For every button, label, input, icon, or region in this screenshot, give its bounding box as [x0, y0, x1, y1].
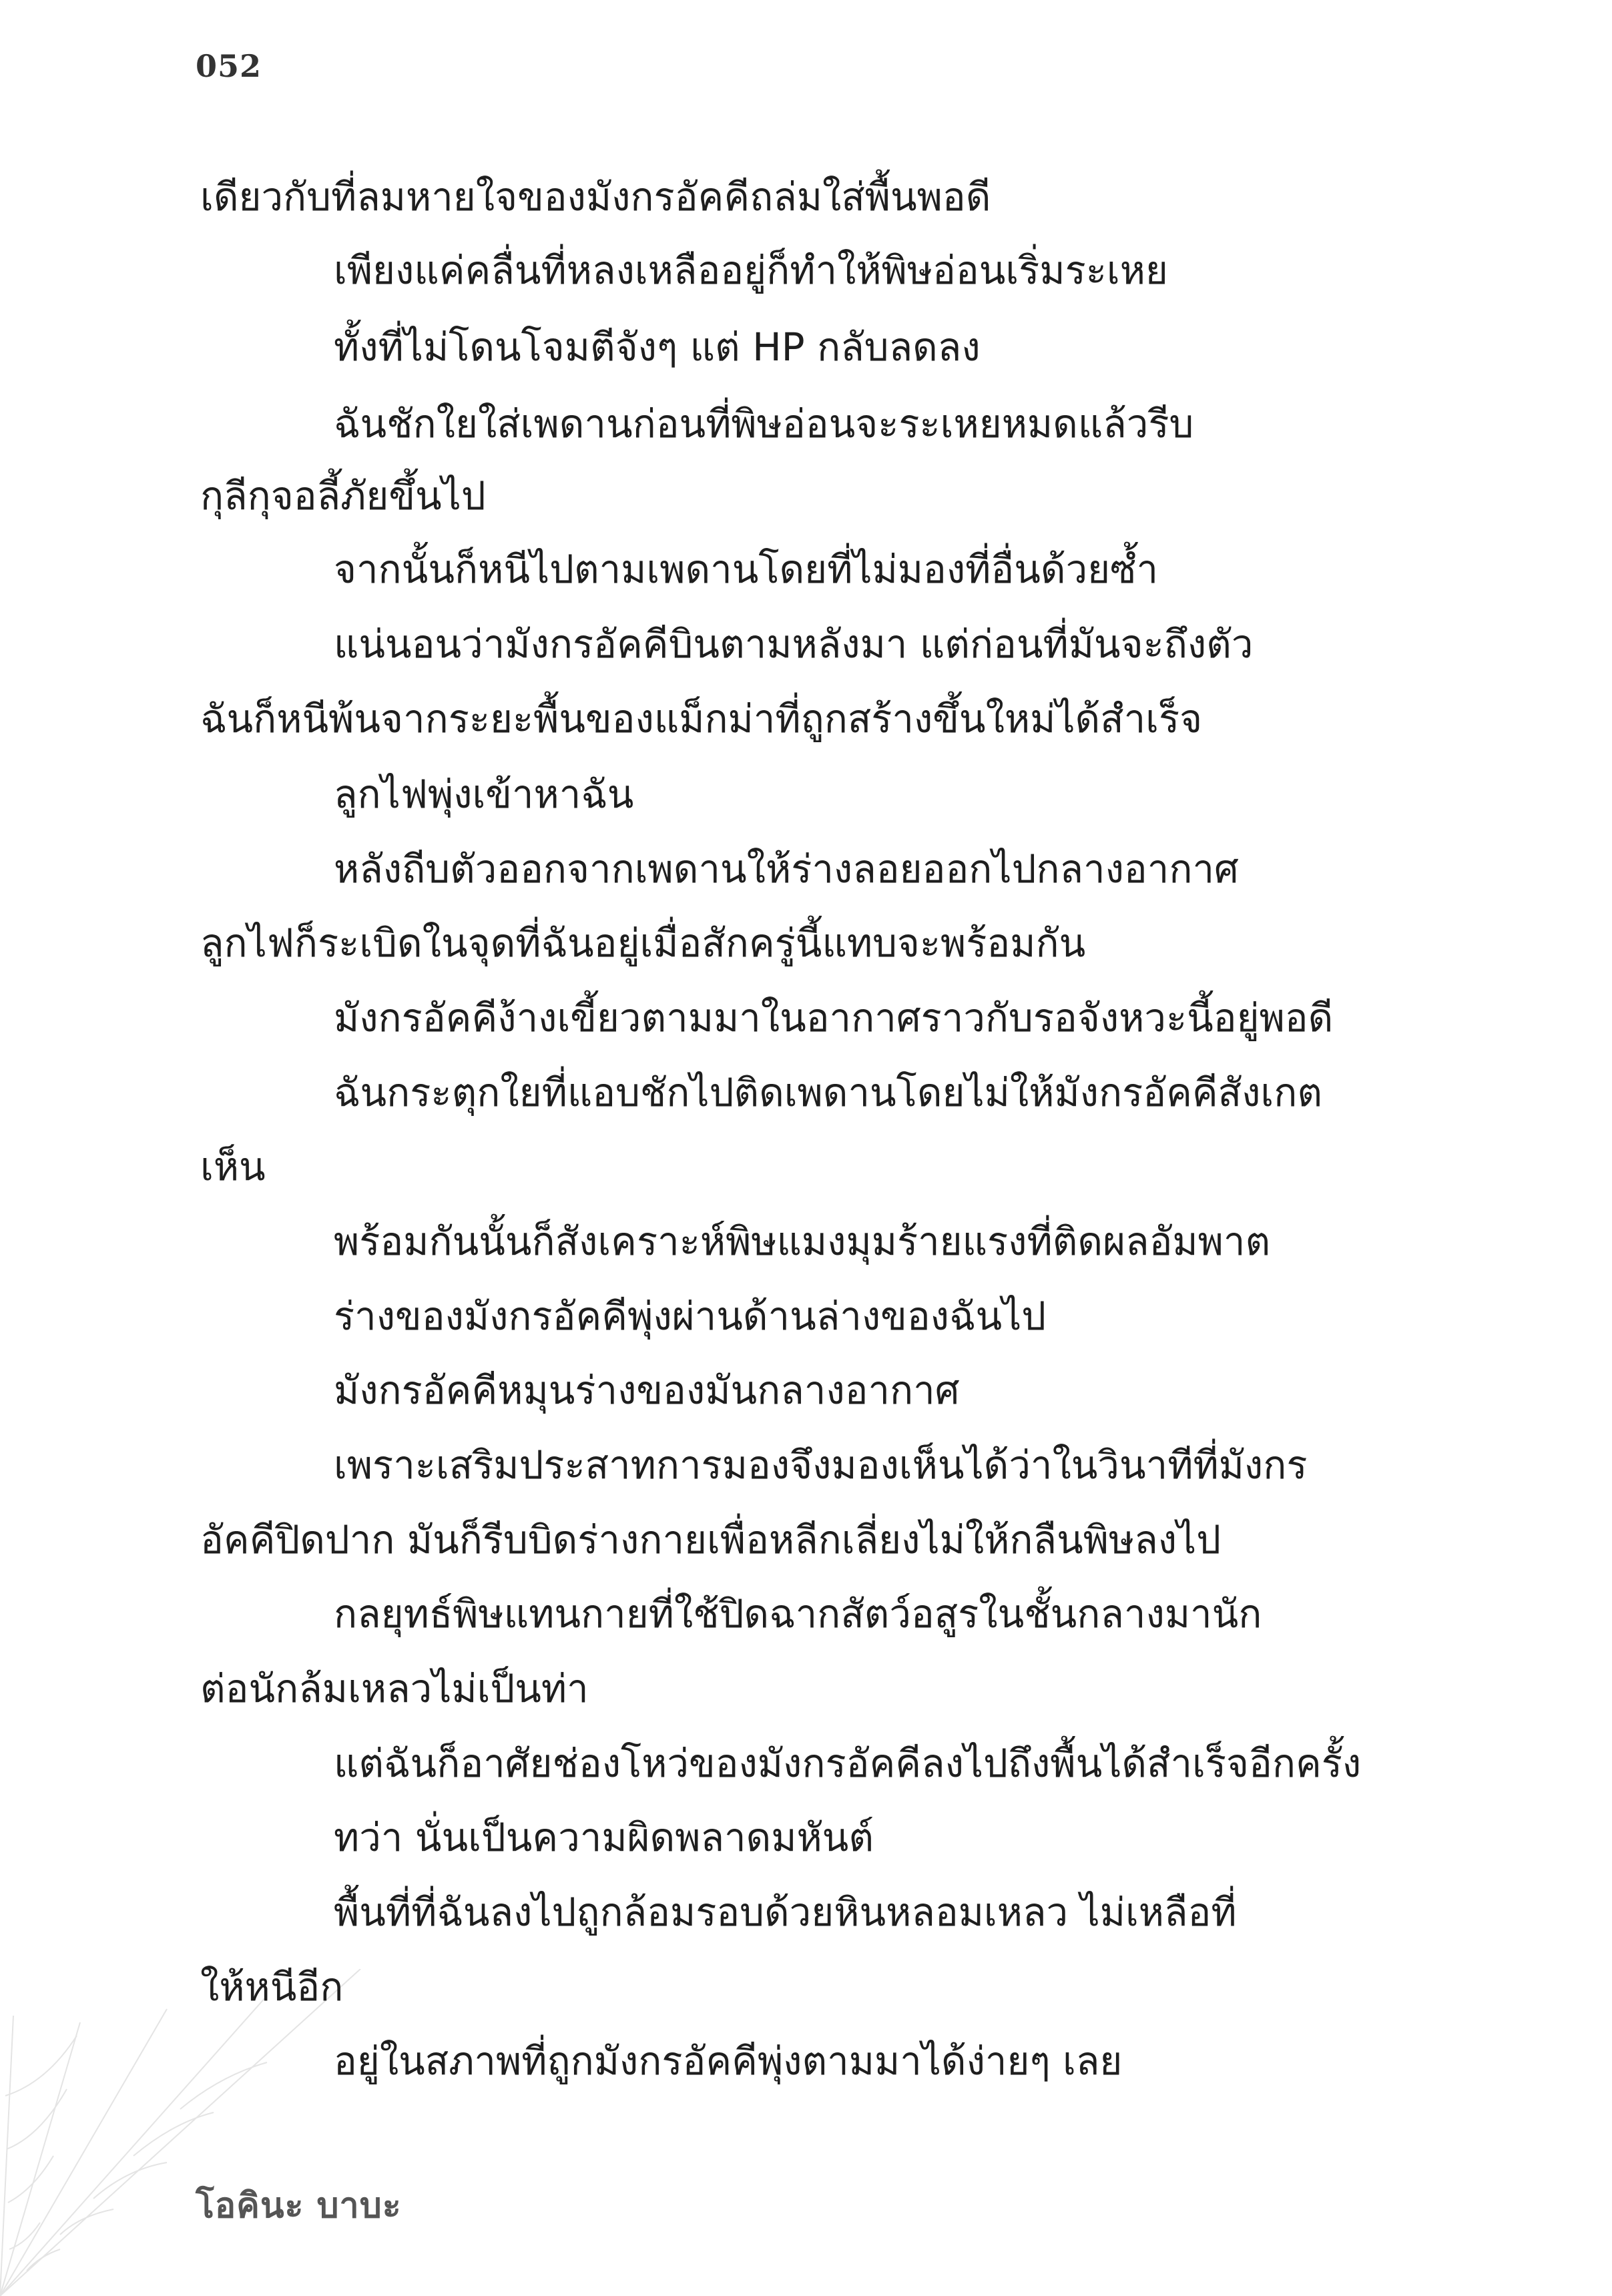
text-line: เพียงแค่คลื่นที่หลงเหลืออยู่ก็ทำให้พิษอ่อนเริ่มระเหย: [334, 248, 1168, 293]
page-number: 052: [196, 48, 262, 84]
author-name: โอคินะ บาบะ: [196, 2186, 402, 2226]
text-line: ฉันกระตุกใยที่แอบชักไปติดเพดานโดยไม่ให้มังกรอัคคีสังเกต: [334, 1070, 1323, 1115]
text-line: ลูกไฟก็ระเบิดในจุดที่ฉันอยู่เมื่อสักครู่นี้แทบจะพร้อมกัน: [200, 920, 1086, 966]
text-line: มังกรอัคคีง้างเขี้ยวตามมาในอากาศราวกับรอจังหวะนี้อยู่พอดี: [334, 995, 1334, 1041]
text-line: แต่ฉันก็อาศัยช่องโหว่ของมังกรอัคคีลงไปถึงพื้นได้สำเร็จอีกครั้ง: [334, 1741, 1362, 1786]
text-line: จากนั้นก็หนีไปตามเพดานโดยที่ไม่มองที่อื่นด้วยซ้ำ: [334, 547, 1159, 592]
text-line: ให้หนีอีก: [200, 1964, 344, 2010]
text-line: พร้อมกันนั้นก็สังเคราะห์พิษแมงมุมร้ายแรงที่ติดผลอัมพาต: [334, 1219, 1271, 1264]
text-line: ลูกไฟพุ่งเข้าหาฉัน: [334, 772, 634, 817]
text-line: เพราะเสริมประสาทการมองจึงมองเห็นได้ว่าในวินาทีที่มังกร: [334, 1442, 1308, 1488]
text-line: กลยุทธ์พิษแทนกายที่ใช้ปิดฉากสัตว์อสูรในชั้นกลางมานัก: [334, 1591, 1262, 1637]
text-line: ทั้งที่ไม่โดนโจมตีจังๆ แต่ HP กลับลดลง: [334, 324, 981, 370]
text-line: ร่างของมังกรอัคคีพุ่งผ่านด้านล่างของฉันไป: [334, 1294, 1047, 1339]
text-line: กุลีกุจอลี้ภัยขึ้นไป: [200, 473, 486, 519]
text-line: ฉันชักใยใส่เพดานก่อนที่พิษอ่อนจะระเหยหมดแล้วรีบ: [334, 401, 1194, 447]
text-line: เห็น: [200, 1144, 266, 1189]
text-line: ฉันก็หนีพ้นจากระยะพื้นของแม็กม่าที่ถูกสร้างขึ้นใหม่ได้สำเร็จ: [200, 696, 1203, 742]
text-line: หลังถีบตัวออกจากเพดานให้ร่างลอยออกไปกลางอากาศ: [334, 846, 1239, 892]
text-line: ทว่า นั่นเป็นความผิดพลาดมหันต์: [334, 1815, 874, 1860]
text-line: มังกรอัคคีหมุนร่างของมันกลางอากาศ: [334, 1368, 960, 1413]
text-line: แน่นอนว่ามังกรอัคคีบินตามหลังมา แต่ก่อนที่มันจะถึงตัว: [334, 621, 1254, 667]
text-line: เดียวกับที่ลมหายใจของมังกรอัคคีถล่มใส่พื้นพอดี: [200, 174, 991, 220]
text-line: อยู่ในสภาพที่ถูกมังกรอัคคีพุ่งตามมาได้ง่ายๆ เลย: [334, 2038, 1123, 2084]
text-line: พื้นที่ที่ฉันลงไปถูกล้อมรอบด้วยหินหลอมเหลว ไม่เหลือที่: [334, 1890, 1237, 1935]
text-line: อัคคีปิดปาก มันก็รีบบิดร่างกายเพื่อหลีกเลี่ยงไม่ให้กลืนพิษลงไป: [200, 1517, 1222, 1562]
text-line: ต่อนักล้มเหลวไม่เป็นท่า: [200, 1666, 589, 1711]
